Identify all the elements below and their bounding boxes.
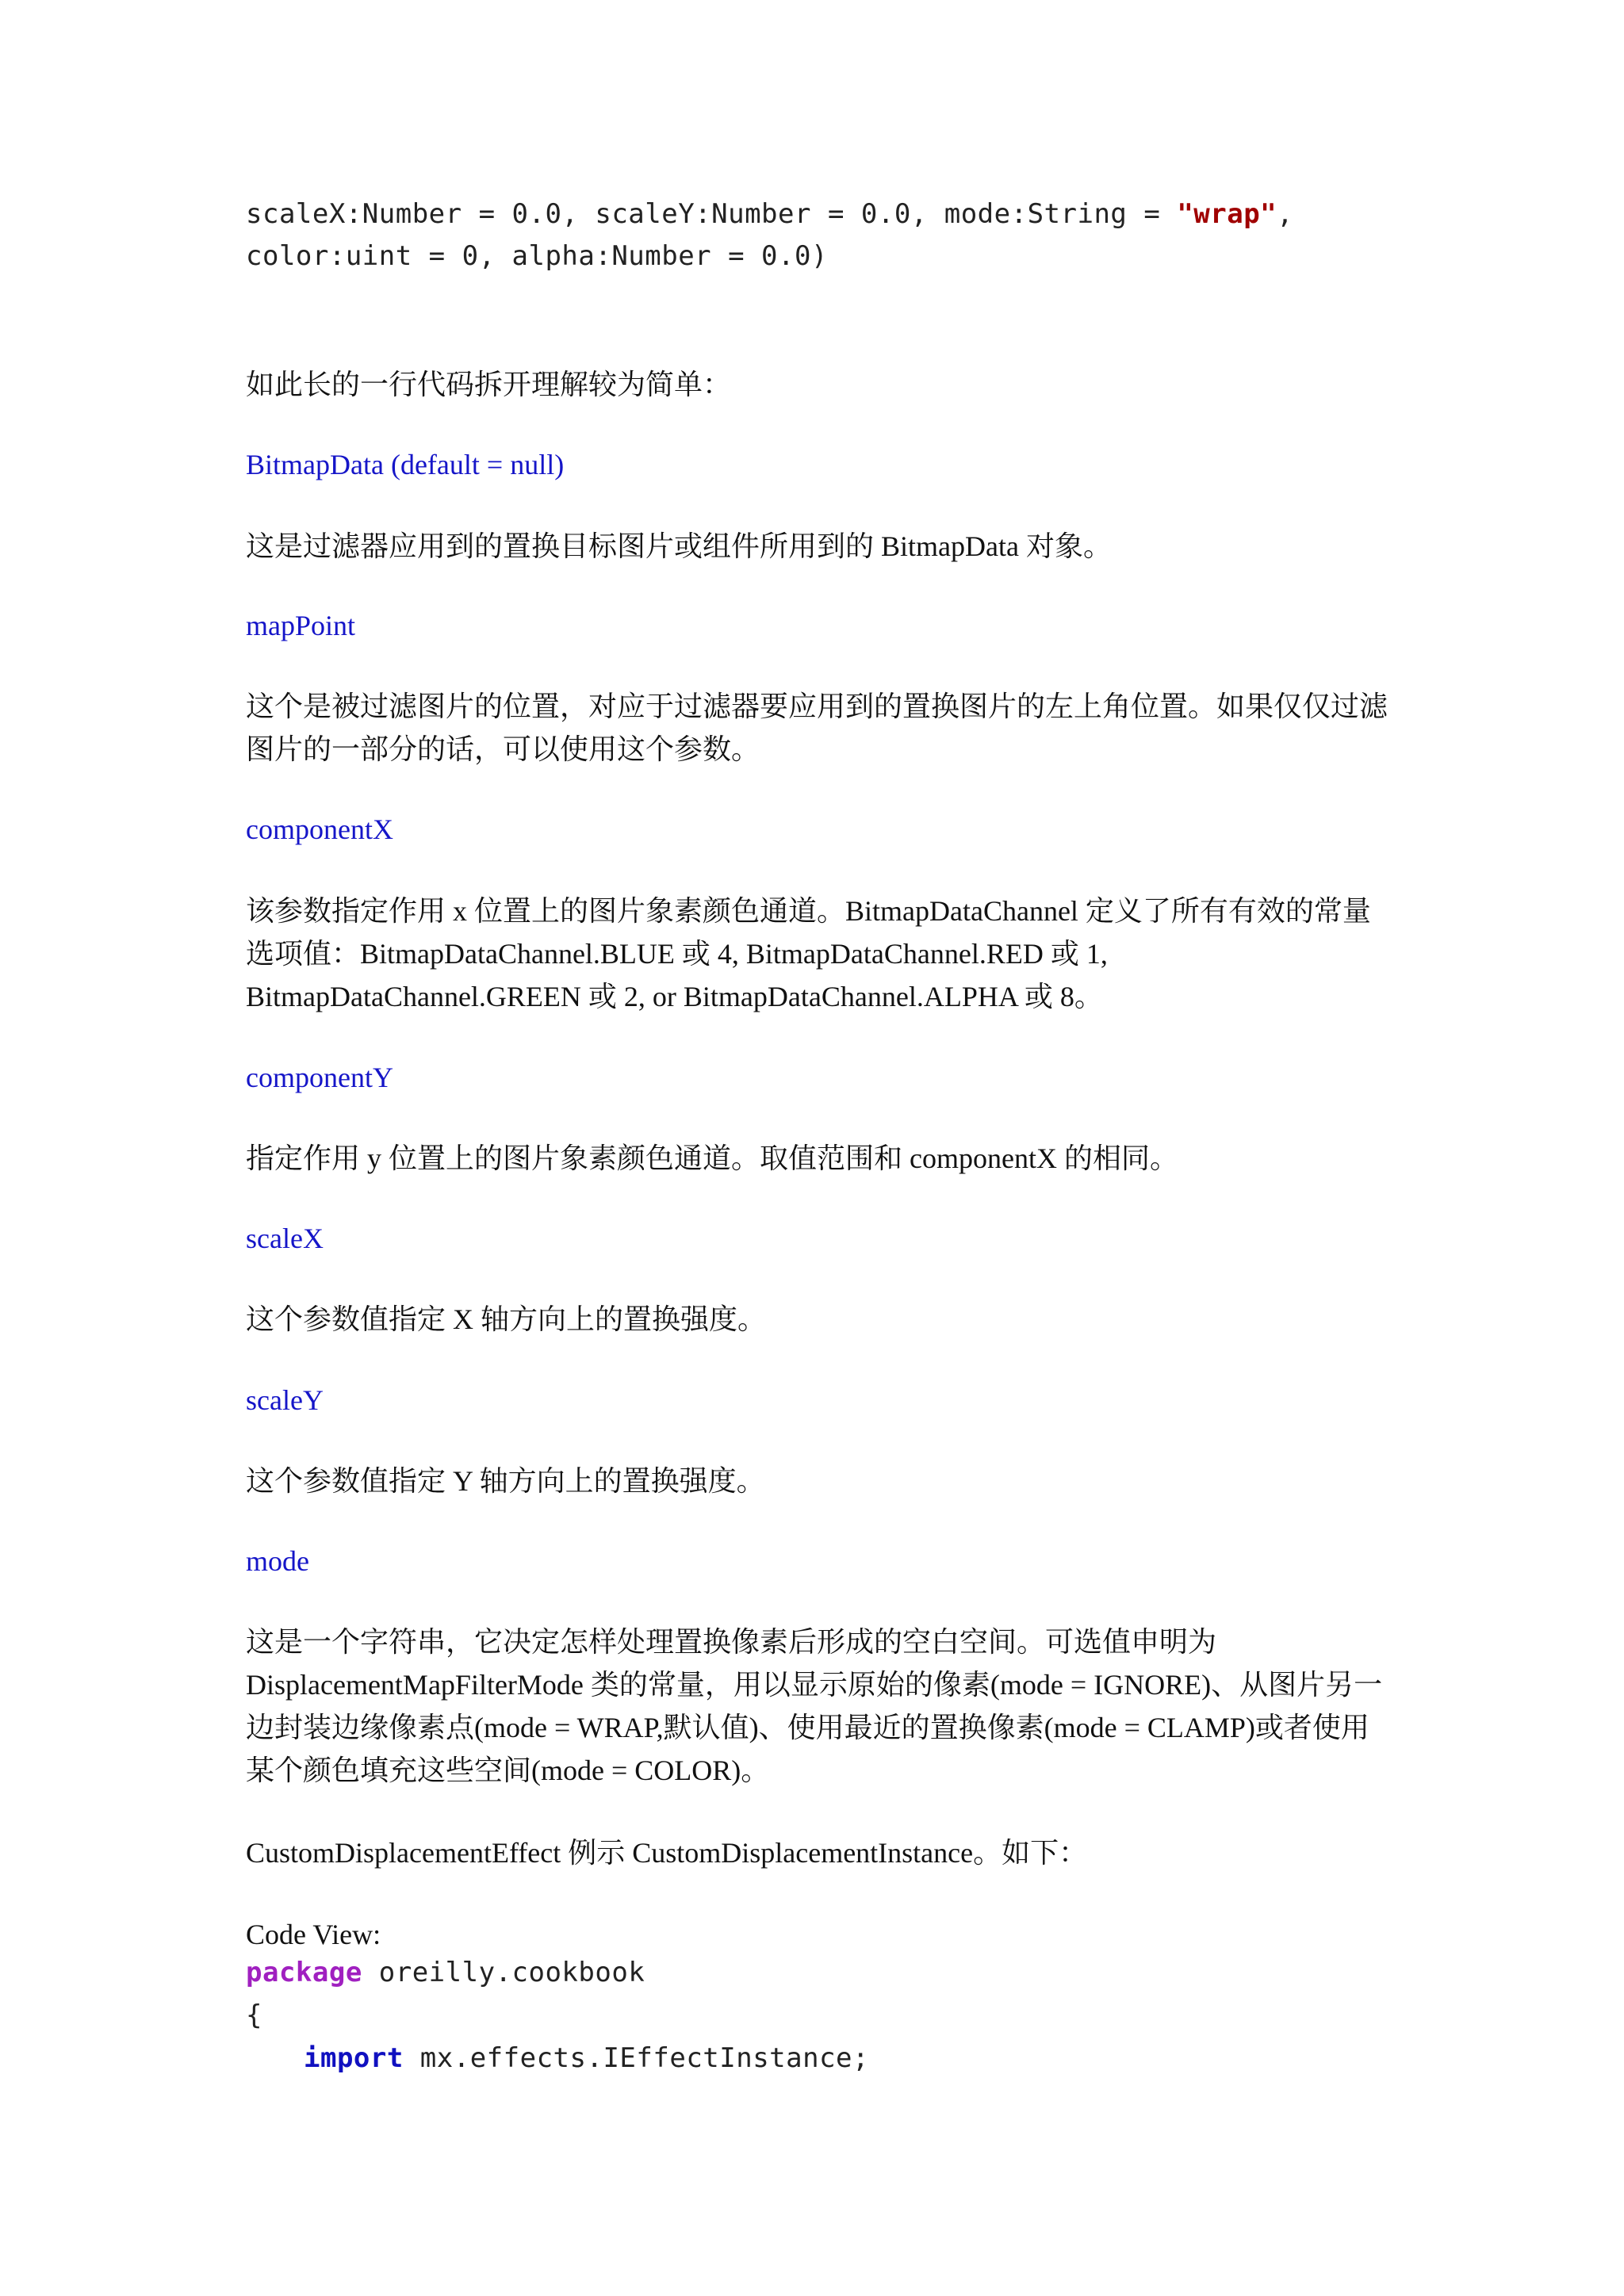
param-name-mappoint: mapPoint	[246, 610, 356, 641]
code-text: ,	[1277, 198, 1294, 230]
code-line-1	[246, 198, 1293, 230]
param-name-componentx: componentX	[246, 813, 393, 845]
code-text: mx.effects.IEffectInstance;	[403, 2042, 869, 2074]
param-desc-componenty: 指定作用 y 位置上的图片象素颜色通道。取值范围和 componentX 的相同。	[246, 1142, 1178, 1174]
param-desc-componentx: 该参数指定作用 x 位置上的图片象素颜色通道。BitmapDataChannel 定义了所有有效的常量选项值：BitmapDataChannel.BLUE 或 4, BitmapDataChannel.RED 或 1, BitmapDataChannel.GREEN 或 2, or BitmapDataChannel.ALPHA 或 8。	[246, 895, 1371, 1012]
param-name-scaley: scaleY	[246, 1384, 324, 1416]
param-name-bitmapdata: BitmapData (default = null)	[246, 449, 565, 480]
example-intro-paragraph: CustomDisplacementEffect 例示 CustomDisplacementInstance。如下：	[246, 1837, 1088, 1869]
code-string-literal: "wrap"	[1177, 198, 1277, 230]
param-name-scalex: scaleX	[246, 1223, 324, 1254]
code-line-2: color:uint = 0, alpha:Number = 0.0)	[246, 240, 828, 272]
param-desc-bitmapdata: 这是过滤器应用到的置换目标图片或组件所用到的 BitmapData 对象。	[246, 530, 1112, 562]
code-text: scaleX:Number = 0.0, scaleY:Number = 0.0, mode:String =	[246, 198, 1178, 230]
param-desc-scaley: 这个参数值指定 Y 轴方向上的置换强度。	[246, 1465, 765, 1497]
param-desc-mode: 这是一个字符串，它决定怎样处理置换像素后形成的空白空间。可选值申明为 DisplacementMapFilterMode 类的常量，用以显示原始的像素(mode = IGNORE)、从图片另一边封装边缘像素点(mode = WRAP,默认值)、使用最近的置换像素(mode = CLAMP)或者使用某个颜色填充这些空间(mode = COLOR)。	[246, 1626, 1383, 1786]
code-text: oreilly.cookbook	[362, 1957, 645, 1988]
code-brace-line: {	[246, 1999, 262, 2031]
code-keyword-package: package	[246, 1957, 362, 1988]
param-desc-scalex: 这个参数值指定 X 轴方向上的置换强度。	[246, 1303, 766, 1335]
param-desc-mappoint: 这个是被过滤图片的位置，对应于过滤器要应用到的置换图片的左上角位置。如果仅仅过滤图片的一部分的话，可以使用这个参数。	[246, 691, 1388, 765]
param-name-componenty: componentY	[246, 1062, 393, 1093]
code-view-label: Code View:	[246, 1919, 381, 1950]
param-name-mode: mode	[246, 1545, 309, 1577]
code-import-line	[304, 2042, 869, 2074]
code-keyword-import: import	[304, 2042, 404, 2074]
intro-paragraph: 如此长的一行代码拆开理解较为简单：	[246, 369, 732, 400]
code-package-line	[246, 1957, 645, 1988]
